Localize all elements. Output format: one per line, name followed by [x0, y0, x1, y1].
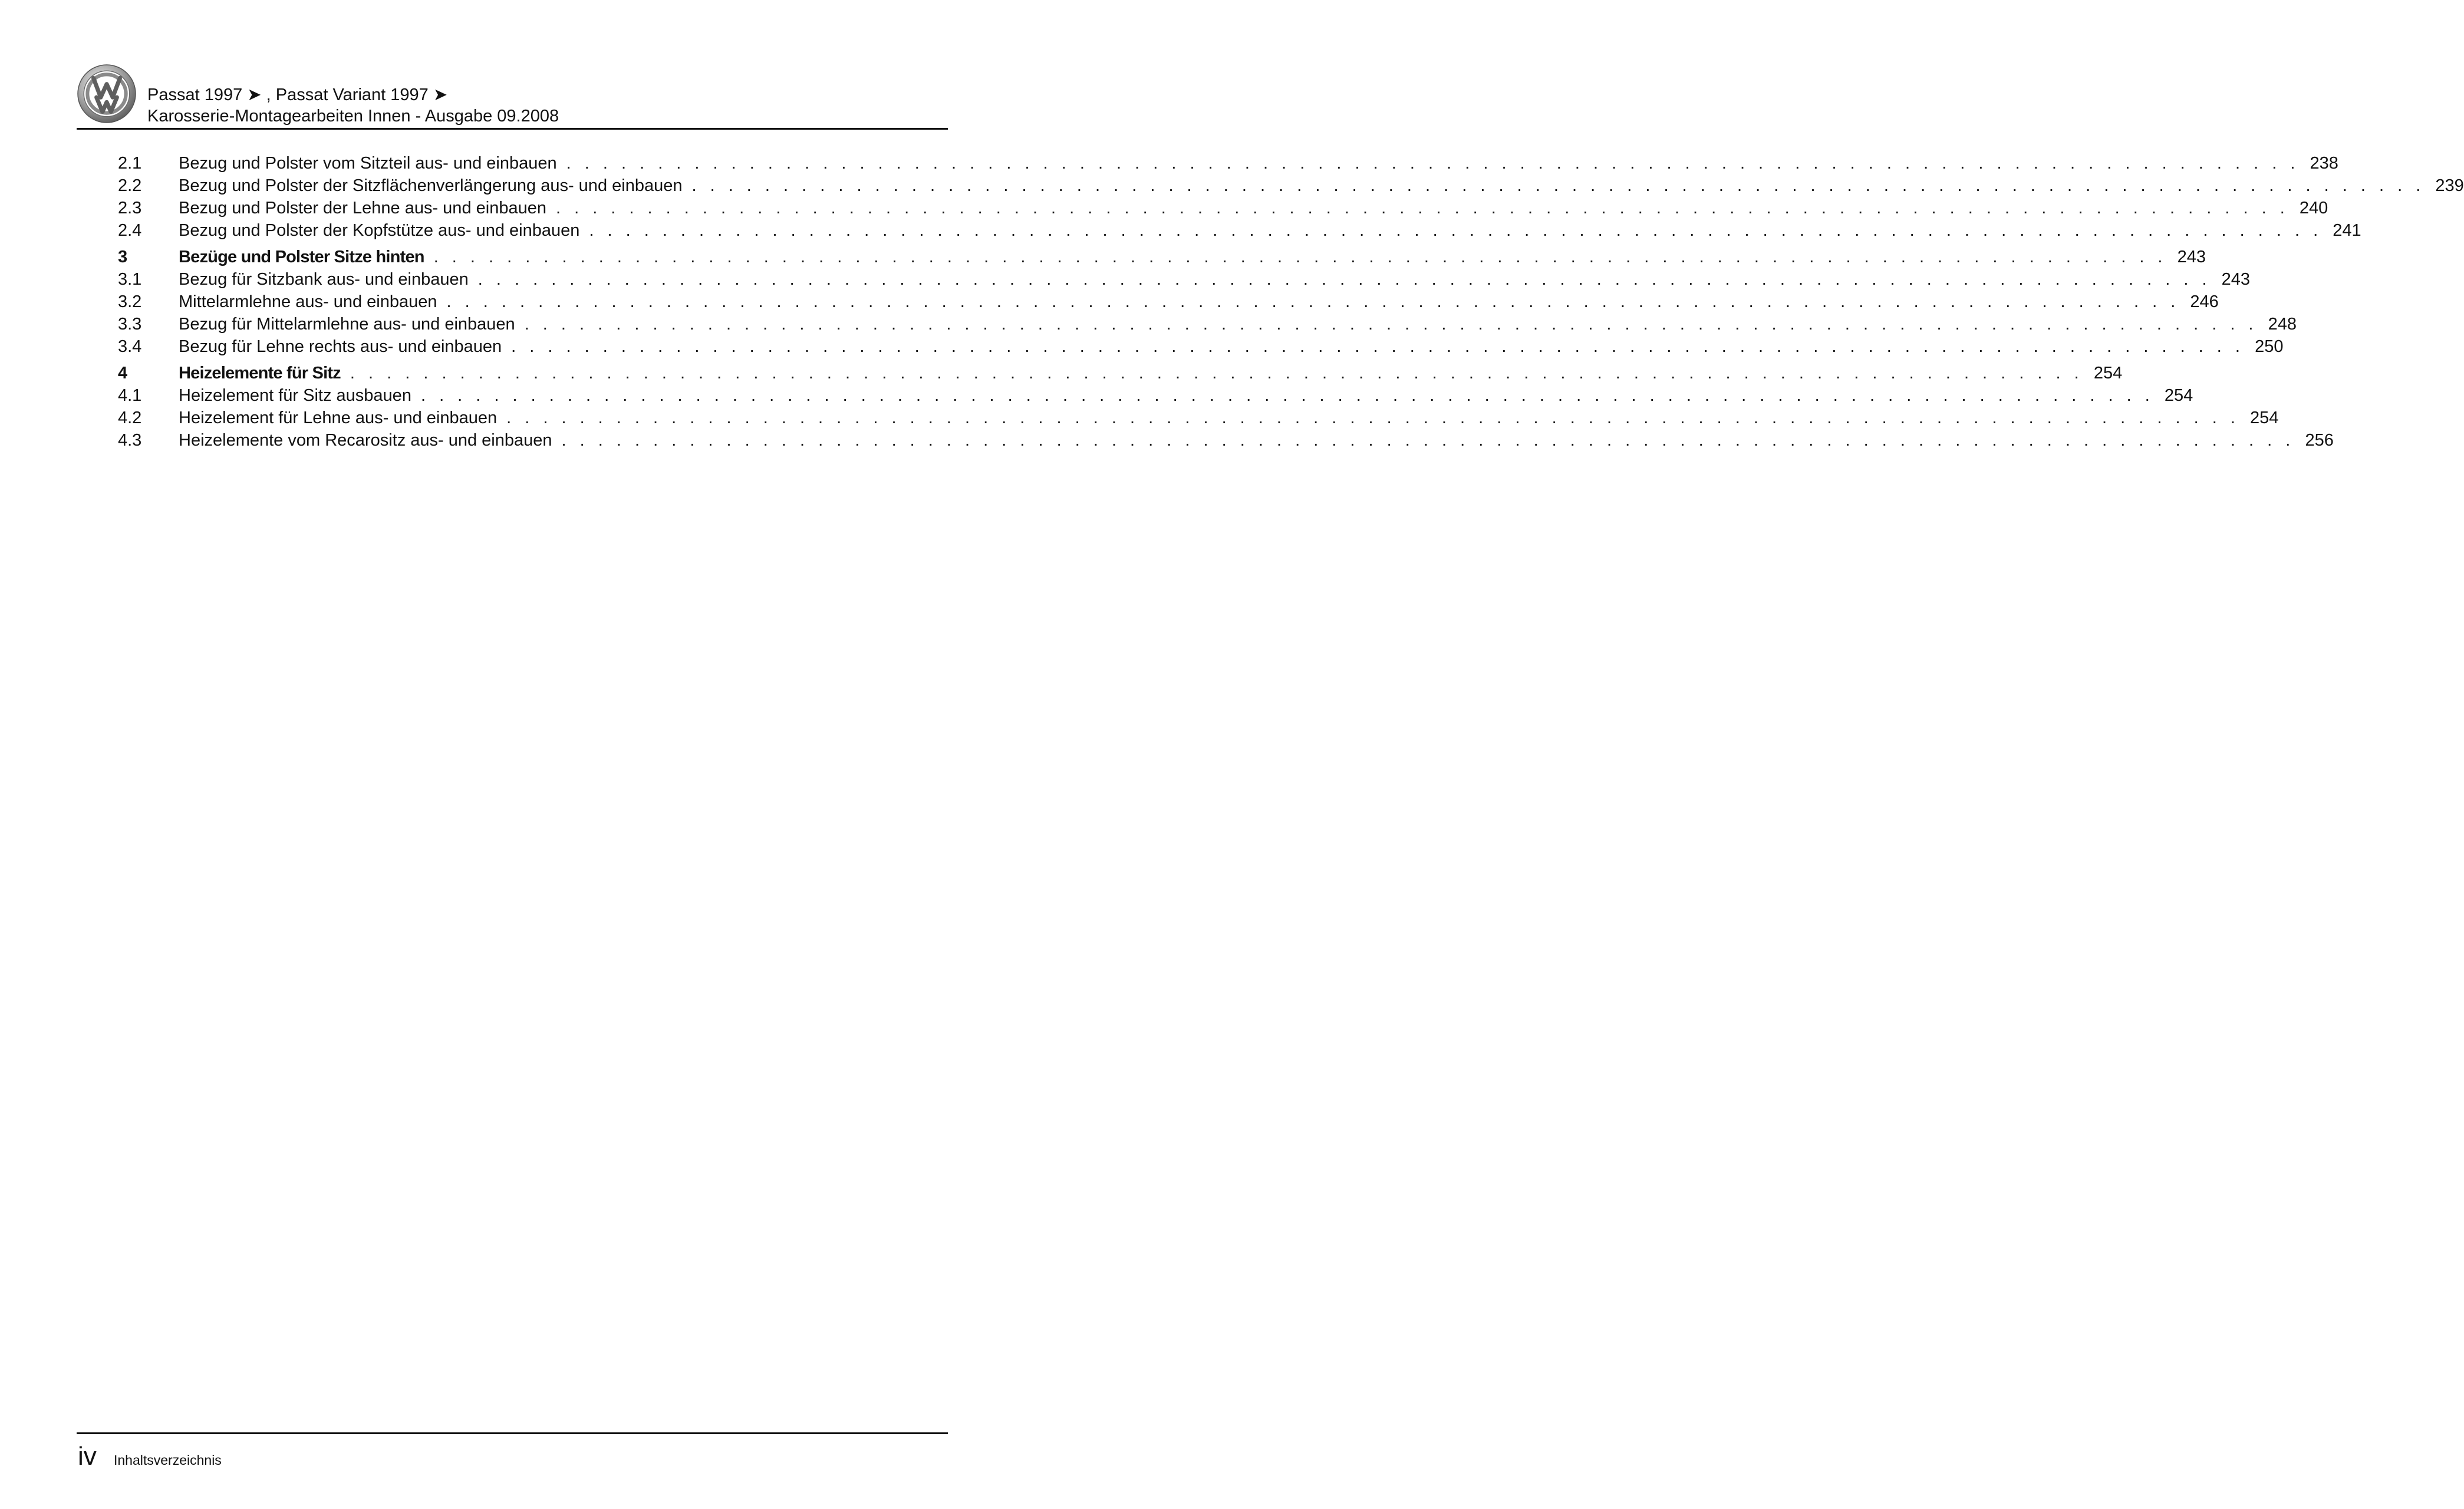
toc-entry-3-4[interactable]	[118, 335, 2284, 358]
toc-entry-title: Heizelemente vom Recarositz aus- und einbauen	[179, 431, 552, 450]
toc-dot-leader: . . . . . . . . . . . . . . . . . . . . . . . . . . . . . . . . . . . . . . . . . . . . . . . . . . . . . . . . . . . . . . . . . . . . . . . . . . . . . . . . . . . . . . . . . . . . . . .	[589, 221, 2323, 240]
toc-page-number: 246	[2190, 292, 2219, 311]
toc-entry-number: 3	[118, 248, 127, 266]
toc-dot-leader: . . . . . . . . . . . . . . . . . . . . . . . . . . . . . . . . . . . . . . . . . . . . . . . . . . . . . . . . . . . . . . . . . . . . . . . . . . . . . . . . . . . . . . . . . . . . . . .	[433, 248, 2167, 266]
toc-entry-number: 3.2	[118, 292, 142, 311]
toc-dot-leader: . . . . . . . . . . . . . . . . . . . . . . . . . . . . . . . . . . . . . . . . . . . . . . . . . . . . . . . . . . . . . . . . . . . . . . . . . . . . . . . . . . . . . . . . . . . . . . .	[506, 408, 2240, 427]
toc-entry-number: 4.3	[118, 431, 142, 450]
toc-page-number: 254	[2164, 386, 2193, 405]
toc-entry-2-1[interactable]	[118, 152, 2338, 174]
toc-entry-number: 2.3	[118, 199, 142, 218]
toc-page-number: 241	[2333, 221, 2361, 240]
toc-chapter-3[interactable]	[118, 246, 2206, 268]
toc-page-number: 248	[2268, 315, 2297, 334]
toc-dot-leader: . . . . . . . . . . . . . . . . . . . . . . . . . . . . . . . . . . . . . . . . . . . . . . . . . . . . . . . . . . . . . . . . . . . . . . . . . . . . . . . . . . . . . . . . . . . . . . .	[446, 292, 2180, 311]
running-header	[147, 84, 559, 127]
toc-entry-3-1[interactable]	[118, 268, 2251, 291]
toc-dot-leader: . . . . . . . . . . . . . . . . . . . . . . . . . . . . . . . . . . . . . . . . . . . . . . . . . . . . . . . . . . . . . . . . . . . . . . . . . . . . . . . . . . . . . . . . . . . . . . .	[350, 364, 2084, 383]
toc-entry-2-3[interactable]	[118, 197, 2328, 219]
toc-dot-leader: . . . . . . . . . . . . . . . . . . . . . . . . . . . . . . . . . . . . . . . . . . . . . . . . . . . . . . . . . . . . . . . . . . . . . . . . . . . . . . . . . . . . . . . . . . . . . . .	[555, 199, 2290, 218]
toc-entry-3-3[interactable]	[118, 313, 2297, 335]
toc-dot-leader: . . . . . . . . . . . . . . . . . . . . . . . . . . . . . . . . . . . . . . . . . . . . . . . . . . . . . . . . . . . . . . . . . . . . . . . . . . . . . . . . . . . . . . . . . . . . . . .	[511, 337, 2245, 356]
toc-page-number: 256	[2305, 431, 2334, 450]
toc-entry-number: 2.2	[118, 176, 142, 195]
toc-entry-3-2[interactable]	[118, 291, 2219, 313]
toc-dot-leader: . . . . . . . . . . . . . . . . . . . . . . . . . . . . . . . . . . . . . . . . . . . . . . . . . . . . . . . . . . . . . . . . . . . . . . . . . . . . . . . . . . . . . . . . . . . . . . .	[420, 386, 2155, 405]
toc-page-number: 239	[2435, 176, 2464, 195]
toc-entry-title: Bezug und Polster der Lehne aus- und einbauen	[179, 199, 546, 218]
toc-entry-4-2[interactable]	[118, 407, 2279, 429]
toc-entry-4-1[interactable]	[118, 384, 2193, 407]
toc-entry-title: Heizelement für Sitz ausbauen	[179, 386, 411, 405]
toc-entry-title: Bezug und Polster der Kopfstütze aus- und einbauen	[179, 221, 580, 240]
toc-chapter-4[interactable]	[118, 362, 2123, 384]
toc-entry-2-4[interactable]	[118, 219, 2361, 242]
toc-entry-title: Bezug für Lehne rechts aus- und einbauen	[179, 337, 502, 356]
toc-page-number: 243	[2221, 270, 2251, 289]
toc-entry-title: Bezug für Sitzbank aus- und einbauen	[179, 270, 469, 289]
toc-entry-title: Bezug und Polster der Sitzflächenverlängerung aus- und einbauen	[179, 176, 683, 195]
toc-entry-4-3[interactable]	[118, 429, 2334, 452]
toc-dot-leader: . . . . . . . . . . . . . . . . . . . . . . . . . . . . . . . . . . . . . . . . . . . . . . . . . . . . . . . . . . . . . . . . . . . . . . . . . . . . . . . . . . . . . . . . . . . . . . .	[691, 176, 2425, 195]
toc-entry-title: Mittelarmlehne aus- und einbauen	[179, 292, 437, 311]
toc-entry-number: 4.1	[118, 386, 142, 405]
header-vehicle-models: Passat 1997 ➤ , Passat Variant 1997 ➤	[147, 85, 448, 104]
toc-entry-number: 3.4	[118, 337, 142, 356]
toc-dot-leader: . . . . . . . . . . . . . . . . . . . . . . . . . . . . . . . . . . . . . . . . . . . . . . . . . . . . . . . . . . . . . . . . . . . . . . . . . . . . . . . . . . . . . . . . . . . . . . .	[477, 270, 2212, 289]
toc-entry-number: 3.3	[118, 315, 142, 334]
toc-entry-number: 2.4	[118, 221, 142, 240]
toc-entry-number: 2.1	[118, 154, 142, 173]
toc-page-number: 250	[2255, 337, 2284, 356]
vw-logo-icon	[77, 64, 137, 124]
header-divider	[77, 128, 948, 130]
toc-page-number: 238	[2310, 154, 2338, 173]
toc-page-number: 243	[2177, 248, 2206, 266]
footer-page-number: iv	[78, 1442, 97, 1471]
toc-entry-number: 3.1	[118, 270, 142, 289]
toc-entry-title: Heizelemente für Sitz	[179, 364, 341, 383]
footer-section-name: Inhaltsverzeichnis	[114, 1452, 222, 1468]
toc-entry-title: Bezug und Polster vom Sitzteil aus- und einbauen	[179, 154, 557, 173]
footer-divider	[77, 1432, 948, 1434]
toc-entry-number: 4	[118, 364, 127, 383]
toc-dot-leader: . . . . . . . . . . . . . . . . . . . . . . . . . . . . . . . . . . . . . . . . . . . . . . . . . . . . . . . . . . . . . . . . . . . . . . . . . . . . . . . . . . . . . . . . . . . . . . .	[566, 154, 2300, 173]
table-of-contents	[118, 152, 2464, 452]
header-manual-title: Karosserie-Montagearbeiten Innen - Ausgabe 09.2008	[147, 107, 559, 126]
toc-entry-title: Bezug für Mittelarmlehne aus- und einbauen	[179, 315, 515, 334]
toc-page-number: 254	[2093, 364, 2123, 383]
toc-entry-number: 4.2	[118, 408, 142, 427]
toc-dot-leader: . . . . . . . . . . . . . . . . . . . . . . . . . . . . . . . . . . . . . . . . . . . . . . . . . . . . . . . . . . . . . . . . . . . . . . . . . . . . . . . . . . . . . . . . . . . . . . .	[561, 431, 2295, 450]
toc-dot-leader: . . . . . . . . . . . . . . . . . . . . . . . . . . . . . . . . . . . . . . . . . . . . . . . . . . . . . . . . . . . . . . . . . . . . . . . . . . . . . . . . . . . . . . . . . . . . . . .	[524, 315, 2258, 334]
toc-entry-2-2[interactable]	[118, 174, 2464, 197]
toc-page-number: 240	[2299, 199, 2328, 218]
toc-page-number: 254	[2250, 408, 2279, 427]
toc-entry-title: Heizelement für Lehne aus- und einbauen	[179, 408, 498, 427]
toc-entry-title: Bezüge und Polster Sitze hinten	[179, 248, 424, 266]
